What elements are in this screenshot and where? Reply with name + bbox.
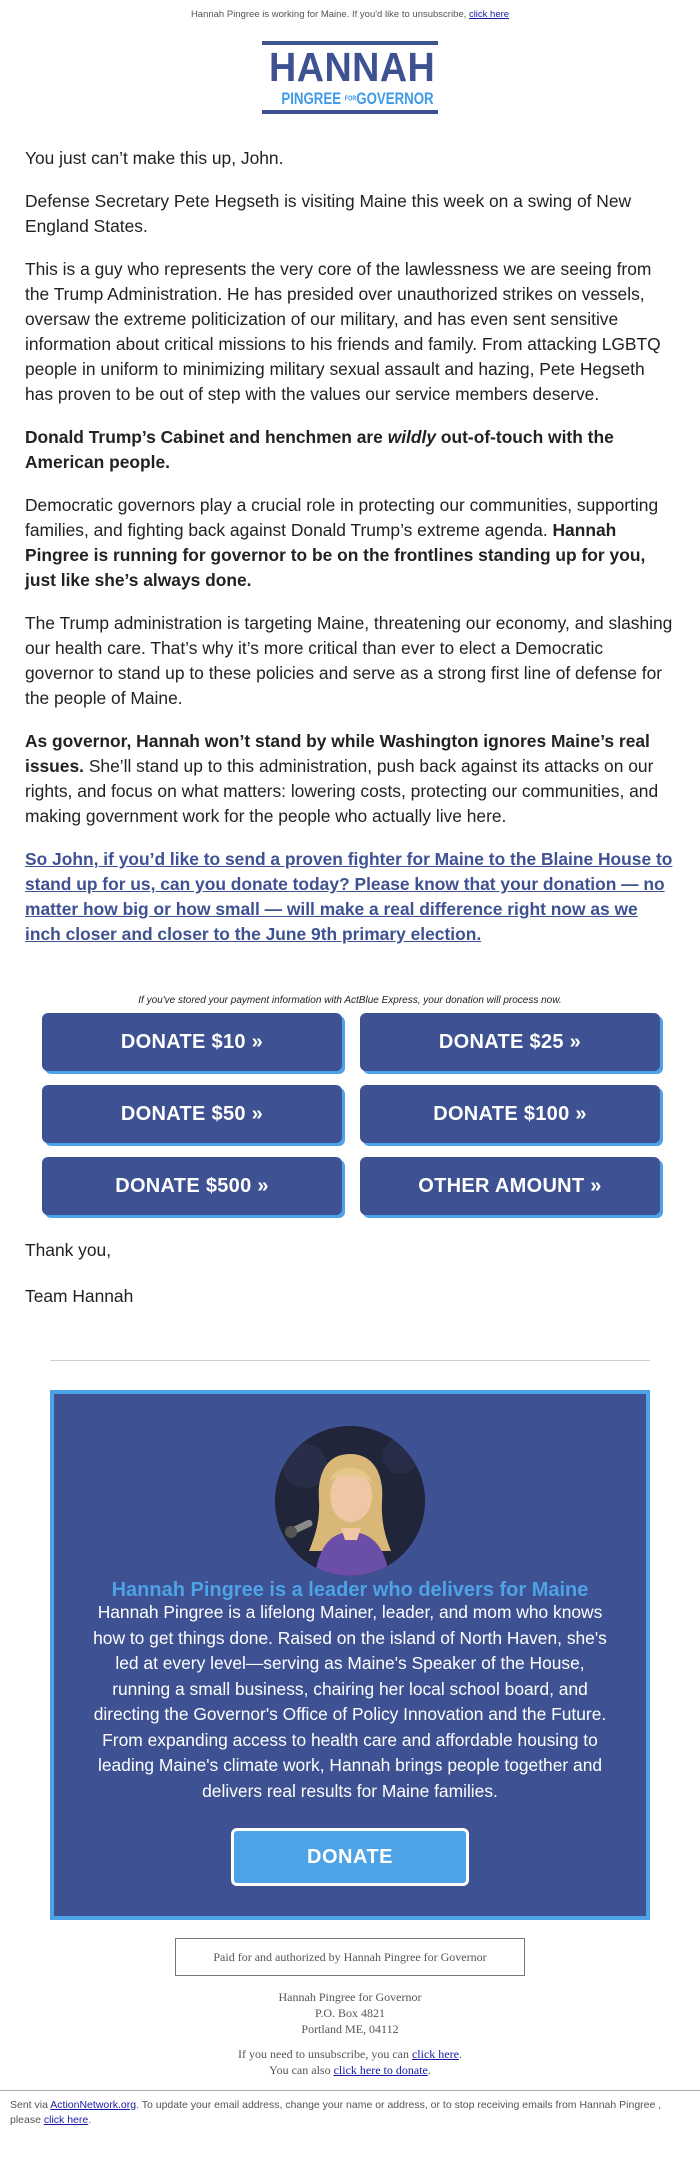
thank-you: Thank you,	[25, 1240, 112, 1260]
email-body	[25, 146, 675, 965]
donate-10-button[interactable]: DONATE $10 »	[42, 1013, 342, 1071]
logo-sub-for: FOR	[344, 95, 357, 103]
address-line-3: Portland ME, 04112	[301, 2022, 399, 2036]
donate-50-button[interactable]: DONATE $50 »	[42, 1085, 342, 1143]
p4-bold: Hannah Pingree is running for governor to be on the frontlines standing up for you, just like she’s always done.	[25, 520, 646, 590]
donate-500-button[interactable]: DONATE $500 »	[42, 1157, 342, 1215]
donate-other-amount-button[interactable]: OTHER AMOUNT »	[360, 1157, 660, 1215]
paragraph-5: The Trump administration is targeting Maine, threatening our economy, and slashing our health care. That’s why it’s more critical than ever to elect a Democratic governor to stand up to these policies and serve as a strong first line of defense for the people of Maine.	[25, 613, 673, 708]
actionnetwork-link[interactable]: ActionNetwork.org	[50, 2099, 137, 2111]
action-network-footer: Sent via ActionNetwork.org. To update your email address, change your name or address, or to stop receiving emails from Hannah Pingree , please click here.	[10, 2099, 662, 2126]
preheader	[0, 9, 700, 20]
unsubscribe-link[interactable]: click here	[411, 2047, 459, 2061]
logo-subtitle	[281, 89, 434, 110]
paragraph-3	[25, 425, 675, 475]
donate-25-button[interactable]: DONATE $25 »	[360, 1013, 660, 1071]
donate-line: You can also click here to donate.	[269, 2063, 431, 2077]
p3-emphasis: wildly	[387, 427, 437, 447]
logo-name: HANNAH	[269, 44, 436, 90]
footer-prefix: Sent via	[10, 2099, 48, 2111]
unsubscribe-block	[0, 2046, 700, 2078]
section-divider	[50, 1360, 650, 1361]
footer-manage-link[interactable]: click here	[43, 2114, 89, 2126]
preheader-text: Hannah Pingree is working for Maine. If you'd like to unsubscribe,	[190, 9, 467, 20]
footer-donate-link[interactable]: click here to donate	[333, 2063, 428, 2077]
footer-middle: . To update your email address, change your name or address, or to stop receiving emails from Hannah Pingree , please	[10, 2099, 662, 2126]
bio-title: Hannah Pingree is a leader who delivers for Maine	[111, 1579, 589, 1601]
donate-ask-link[interactable]: So John, if you’d like to send a proven fighter for Maine to the Blaine House to stand up for us, can you donate today? Please know that your donation — no matter how big or how small — will make a real difference right now as we inch closer and closer to the June 9th primary election.	[25, 849, 673, 944]
team-signature: Team Hannah	[25, 1286, 134, 1306]
candidate-photo	[275, 1426, 425, 1576]
greeting: You just can’t make this up, John.	[25, 148, 284, 168]
paragraph-6	[25, 729, 675, 829]
logo-sub-right: GOVERNOR	[356, 89, 434, 108]
campaign-logo	[262, 41, 438, 115]
p3-part-b: out-of-touch with the American people.	[25, 427, 614, 472]
paragraph-4	[25, 493, 675, 593]
p6-text: She’ll stand up to this administration, push back against its attacks on our rights, and focus on what matters: lowering costs, protecting our communities, and making government work for the people who actually live here.	[25, 756, 659, 826]
paragraph-2: This is a guy who represents the very core of the lawlessness we are seeing from the Trump Administration. He has presided over unauthorized strikes on vessels, oversaw the extreme politicization of our military, and has even sent sensitive information about critical missions to his friends and family. From attacking LGBTQ people in uniform to minimizing military sexual assault and hazing, Pete Hegseth has proven to be out of step with the values our service members deserve.	[25, 259, 661, 404]
p3-part-a: Donald Trump’s Cabinet and henchmen are	[25, 427, 388, 447]
ask-paragraph	[25, 847, 675, 947]
address-line-1: Hannah Pingree for Governor	[278, 1990, 422, 2004]
bio-text: Hannah Pingree is a lifelong Mainer, leader, and mom who knows how to get things done. Raised on the island of North Haven, she's led at every level—serving as Maine's Speaker of the House, running a small business, chairing her local school board, and directing the Governor's Office of Policy Innovation and the Future. From expanding access to health care and affordable housing to leading Maine's climate work, Hannah brings people together and delivers real results for Maine families.	[93, 1602, 607, 1801]
signoff	[25, 1240, 133, 1332]
donate-line-text: You can also	[269, 2063, 331, 2077]
candidate-portrait-illustration	[275, 1426, 425, 1576]
logo-bottom-rule	[262, 110, 438, 114]
donate-100-button[interactable]: DONATE $100 »	[360, 1085, 660, 1143]
unsubscribe-line: If you need to unsubscribe, you can click here.	[238, 2047, 462, 2061]
paragraph-1: Defense Secretary Pete Hegseth is visiting Maine this week on a swing of New England States.	[25, 191, 632, 236]
paid-for-disclaimer: Paid for and authorized by Hannah Pingree for Governor	[175, 1938, 525, 1976]
footer-rule	[0, 2090, 700, 2091]
p6-bold: As governor, Hannah won’t stand by while Washington ignores Maine’s real issues.	[25, 731, 650, 776]
logo-sub-left: PINGREE	[281, 89, 342, 108]
p4-text: Democratic governors play a crucial role in protecting our communities, supporting families, and fighting back against Donald Trump’s extreme agenda.	[25, 495, 659, 540]
mailing-address	[0, 1989, 700, 2037]
bio-donate-button[interactable]: DONATE	[231, 1828, 469, 1886]
address-line-2: P.O. Box 4821	[314, 2006, 385, 2020]
actblue-express-note: If you've stored your payment information with ActBlue Express, your donation will process now.	[138, 995, 562, 1006]
unsubscribe-text: If you need to unsubscribe, you can	[238, 2047, 409, 2061]
preheader-unsubscribe-link[interactable]: click here	[468, 9, 510, 20]
bio-panel	[50, 1390, 650, 1920]
